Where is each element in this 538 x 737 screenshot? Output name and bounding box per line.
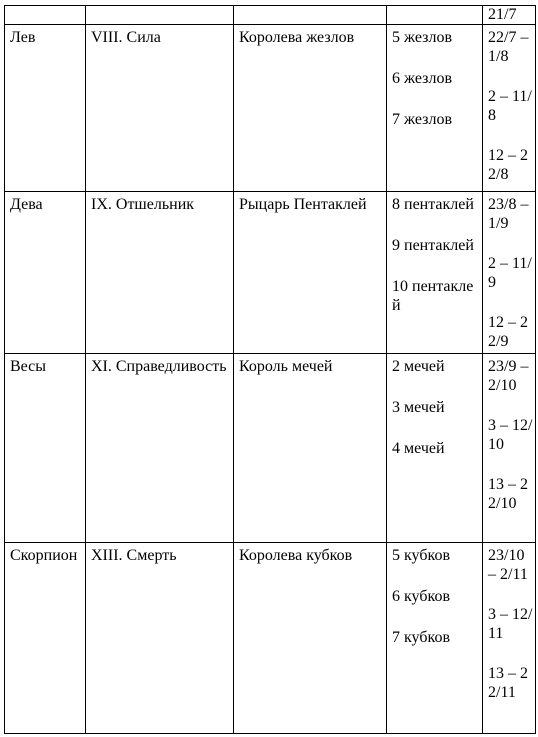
sign-cell bbox=[5, 6, 86, 25]
court-card-cell: Рыцарь Пентаклей bbox=[234, 192, 387, 354]
date-range: 2 – 11/9 bbox=[488, 255, 532, 291]
date-range: 2 – 11/8 bbox=[488, 88, 532, 124]
date-range: 13 – 22/11 bbox=[488, 665, 528, 701]
dates-cell bbox=[483, 25, 536, 192]
table-row bbox=[5, 25, 536, 192]
minor-cards-cell bbox=[387, 6, 483, 25]
minor-card: 6 жезлов bbox=[392, 70, 452, 87]
minor-card: 9 пентаклей bbox=[392, 237, 474, 254]
table-row bbox=[5, 543, 536, 734]
tarot-correspondence-table bbox=[4, 5, 536, 734]
major-arcana-cell: XIII. Смерть bbox=[86, 543, 234, 734]
minor-cards-cell bbox=[387, 354, 483, 543]
minor-card: 5 кубков bbox=[392, 547, 450, 564]
major-arcana-cell: VIII. Сила bbox=[86, 25, 234, 192]
table-row bbox=[5, 354, 536, 543]
table-row bbox=[5, 192, 536, 354]
sign-cell: Весы bbox=[5, 354, 86, 543]
minor-card: 8 пентаклей bbox=[392, 196, 474, 213]
minor-card: 7 кубков bbox=[392, 629, 450, 646]
court-card-cell: Королева жезлов bbox=[234, 25, 387, 192]
date-range: 21/7 bbox=[488, 6, 517, 23]
date-range: 12 – 22/9 bbox=[488, 314, 528, 350]
dates-cell bbox=[483, 354, 536, 543]
date-range: 23/9 – 2/10 bbox=[488, 358, 529, 394]
minor-card: 5 жезлов bbox=[392, 29, 452, 46]
minor-card: 2 мечей bbox=[392, 358, 445, 375]
court-card-cell: Король мечей bbox=[234, 354, 387, 543]
minor-cards-cell bbox=[387, 543, 483, 734]
dates-cell bbox=[483, 543, 536, 734]
sign-cell: Дева bbox=[5, 192, 86, 354]
date-range: 23/8 – 1/9 bbox=[488, 196, 529, 232]
court-card-cell: Королева кубков bbox=[234, 543, 387, 734]
date-range: 3 – 12/11 bbox=[488, 606, 533, 642]
date-range: 13 – 22/10 bbox=[488, 476, 528, 512]
minor-cards-cell bbox=[387, 25, 483, 192]
major-arcana-cell: XI. Справедливость bbox=[86, 354, 234, 543]
dates-cell bbox=[483, 192, 536, 354]
dates-cell bbox=[483, 6, 536, 25]
date-range: 23/10 – 2/11 bbox=[488, 547, 528, 583]
sign-cell: Скорпион bbox=[5, 543, 86, 734]
court-card-cell bbox=[234, 6, 387, 25]
minor-card: 4 мечей bbox=[392, 440, 445, 457]
date-range: 12 – 22/8 bbox=[488, 147, 528, 183]
date-range: 22/7 – 1/8 bbox=[488, 29, 529, 65]
minor-card: 7 жезлов bbox=[392, 111, 452, 128]
major-arcana-cell bbox=[86, 6, 234, 25]
major-arcana-cell: IX. Отшельник bbox=[86, 192, 234, 354]
minor-card: 10 пентаклей bbox=[392, 278, 474, 314]
date-range: 3 – 12/10 bbox=[488, 417, 533, 453]
minor-card: 3 мечей bbox=[392, 399, 445, 416]
sign-cell: Лев bbox=[5, 25, 86, 192]
minor-card: 6 кубков bbox=[392, 588, 450, 605]
minor-cards-cell bbox=[387, 192, 483, 354]
table-row bbox=[5, 6, 536, 25]
